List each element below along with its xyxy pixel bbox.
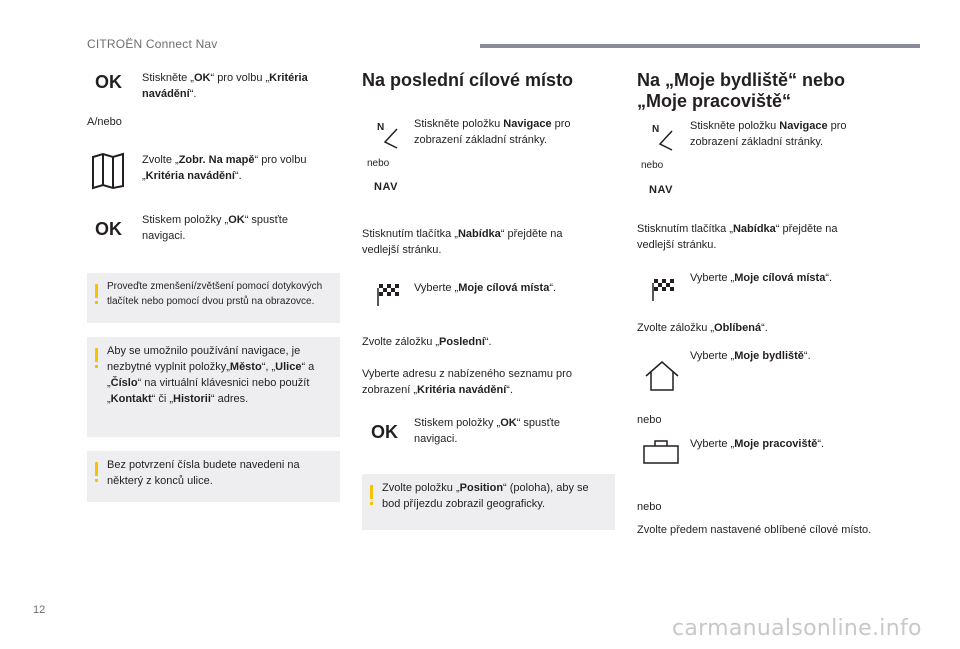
header-divider [480, 44, 920, 48]
checkered-flag-icon [375, 282, 401, 308]
col2-step5: Vyberte adresu z nabízeného seznamu pro zobrazení „Kritéria navádění“. [362, 368, 572, 396]
note-marker-icon [95, 284, 98, 298]
col3-step6: Vyberte „Moje pracoviště“. [690, 438, 825, 450]
home-icon [645, 361, 679, 391]
col3-step7: Zvolte předem nastavené oblíbené cílové místo. [637, 524, 872, 536]
ok-button-icon: OK [95, 219, 122, 239]
briefcase-icon [643, 440, 679, 464]
navigation-arrow-icon [383, 128, 399, 150]
note-marker-icon [95, 348, 98, 362]
watermark: carmanualsonline.info [672, 616, 922, 641]
note-address [87, 337, 340, 437]
manual-title: CITROËN Connect Nav [87, 37, 218, 51]
note-position [362, 474, 615, 530]
col3-step1: Stiskněte položku Navigace pro zobrazení základní stránky. [690, 120, 847, 148]
note-marker-icon [95, 462, 98, 476]
or-label: nebo [367, 158, 390, 169]
note-zoom [87, 273, 340, 323]
ok-button-icon: OK [95, 72, 122, 92]
col3-step4: Zvolte záložku „Oblíbená“. [637, 322, 768, 334]
checkered-flag-icon [650, 277, 676, 303]
note-text: Proveďte zmenšení/zvětšení pomocí dotykových tlačítek nebo pomocí dvou prstů na obrazovce. [107, 281, 323, 307]
note-text: Bez potvrzení čísla budete navedeni na některý z konců ulice. [107, 459, 300, 487]
navigation-n-label: N [652, 124, 660, 135]
or-label: nebo [641, 160, 664, 171]
col1-step3: Stiskem položky „OK“ spusťte navigaci. [142, 214, 288, 242]
col2-step2: Stisknutím tlačítka „Nabídka“ přejděte na vedlejší stránku. [362, 228, 563, 256]
col3-or1: nebo [637, 414, 662, 426]
note-number [87, 451, 340, 502]
nav-button-label: NAV [374, 181, 398, 193]
col2-step1: Stiskněte položku Navigace pro zobrazení základní stránky. [414, 118, 571, 146]
col2-step6: Stiskem položky „OK“ spusťte navigaci. [414, 417, 560, 445]
section-heading-home-work: Na „Moje bydliště“ nebo „Moje pracoviště“ [637, 70, 846, 111]
ok-button-icon: OK [371, 422, 398, 442]
col3-step5: Vyberte „Moje bydliště“. [690, 350, 811, 362]
note-text: Zvolte položku „Position“ (poloha), aby se bod příjezdu zobrazil geograficky. [382, 482, 589, 510]
navigation-n-label: N [377, 122, 385, 133]
note-text: Aby se umožnilo používání navigace, je nezbytné vyplnit položky„Město“, „Ulice“ a „Číslo“ na virtuální klávesnici nebo použít „Kontakt“ či „Historii“ adres. [107, 345, 315, 405]
nav-button-label: NAV [649, 184, 673, 196]
note-marker-icon [370, 485, 373, 499]
col2-step3: Vyberte „Moje cílová místa“. [414, 282, 557, 294]
col3-step2: Stisknutím tlačítka „Nabídka“ přejděte na vedlejší stránku. [637, 223, 838, 251]
col2-step4: Zvolte záložku „Poslední“. [362, 336, 492, 348]
navigation-arrow-icon [658, 130, 674, 152]
col1-or: A/nebo [87, 116, 122, 128]
map-book-icon [92, 153, 124, 189]
col3-or2: nebo [637, 501, 662, 513]
page-number: 12 [33, 604, 46, 616]
col1-step1: Stiskněte „OK“ pro volbu „Kritéria navádění“. [142, 72, 308, 100]
col3-step3: Vyberte „Moje cílová místa“. [690, 272, 833, 284]
section-heading-last-destination: Na poslední cílové místo [362, 70, 574, 90]
col1-step2: Zvolte „Zobr. Na mapě“ pro volbu „Kritéria navádění“. [142, 154, 307, 182]
